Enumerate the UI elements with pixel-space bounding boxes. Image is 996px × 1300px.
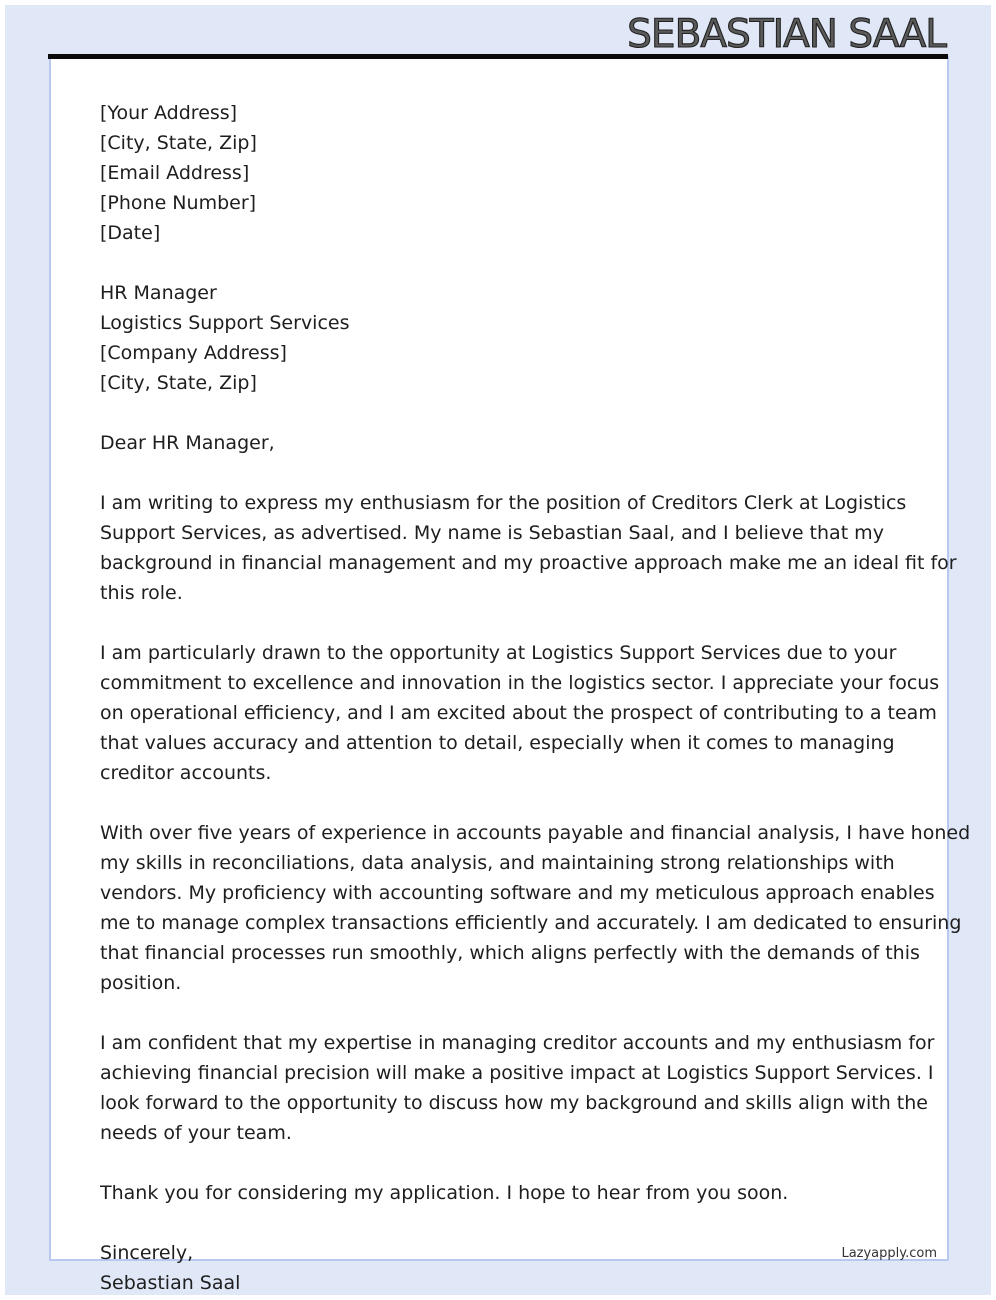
recipient-line: [Company Address] [100, 342, 287, 364]
paragraph-line: I am confident that my expertise in managing creditor accounts and my enthusiasm for [100, 1032, 935, 1054]
paragraph-line: needs of your team. [100, 1122, 292, 1144]
paragraph-line: With over five years of experience in accounts payable and financial analysis, I have honed [100, 822, 971, 844]
paragraph-line: Thank you for considering my application. I hope to hear from you soon. [100, 1182, 789, 1204]
recipient-line: Logistics Support Services [100, 312, 350, 334]
paragraph-line: my skills in reconciliations, data analysis, and maintaining strong relationships with [100, 852, 895, 874]
paragraph-line: creditor accounts. [100, 762, 272, 784]
recipient-line: [City, State, Zip] [100, 372, 257, 394]
paragraph-line: background in financial management and my proactive approach make me an ideal fit for [100, 552, 957, 574]
applicant-name-heading: SEBASTIAN SAAL [627, 12, 946, 57]
body-paragraph-3 [100, 818, 971, 998]
recipient-line: HR Manager [100, 282, 217, 304]
body-paragraph-5 [100, 1178, 900, 1208]
body-paragraph-4 [100, 1028, 935, 1148]
body-paragraph-1 [100, 488, 957, 608]
paragraph-line: look forward to the opportunity to discuss how my background and skills align with the [100, 1092, 928, 1114]
paragraph-line: this role. [100, 582, 183, 604]
paragraph-line: that financial processes run smoothly, which aligns perfectly with the demands of this [100, 942, 920, 964]
paragraph-line: achieving financial precision will make a positive impact at Logistics Support Services. I [100, 1062, 934, 1084]
paragraph-line: I am particularly drawn to the opportunity at Logistics Support Services due to your [100, 642, 897, 664]
sender-line: [City, State, Zip] [100, 132, 257, 154]
paragraph-line: vendors. My proficiency with accounting software and my meticulous approach enables [100, 882, 935, 904]
paragraph-line: me to manage complex transactions efficiently and accurately. I am dedicated to ensuring [100, 912, 962, 934]
letter-body [100, 98, 971, 1298]
paragraph-line: commitment to excellence and innovation in the logistics sector. I appreciate your focus [100, 672, 940, 694]
body-paragraph-2 [100, 638, 940, 788]
paragraph-line: that values accuracy and attention to detail, especially when it comes to managing [100, 732, 895, 754]
sender-line: [Date] [100, 222, 161, 244]
watermark: Lazyapply.com [841, 1246, 937, 1261]
paragraph-line: on operational efficiency, and I am excited about the prospect of contributing to a team [100, 702, 937, 724]
sender-line: [Your Address] [100, 102, 238, 124]
paragraph-line: Support Services, as advertised. My name is Sebastian Saal, and I believe that my [100, 522, 884, 544]
salutation: Dear HR Manager, [100, 432, 275, 454]
sender-line: [Email Address] [100, 162, 250, 184]
closing: Sincerely, [100, 1242, 194, 1264]
signature-name: Sebastian Saal [100, 1272, 241, 1294]
sender-line: [Phone Number] [100, 192, 257, 214]
recipient-address-block [100, 278, 900, 398]
paragraph-line: position. [100, 972, 182, 994]
paragraph-line: I am writing to express my enthusiasm for the position of Creditors Clerk at Logistics [100, 492, 907, 514]
sender-address-block [100, 98, 900, 248]
